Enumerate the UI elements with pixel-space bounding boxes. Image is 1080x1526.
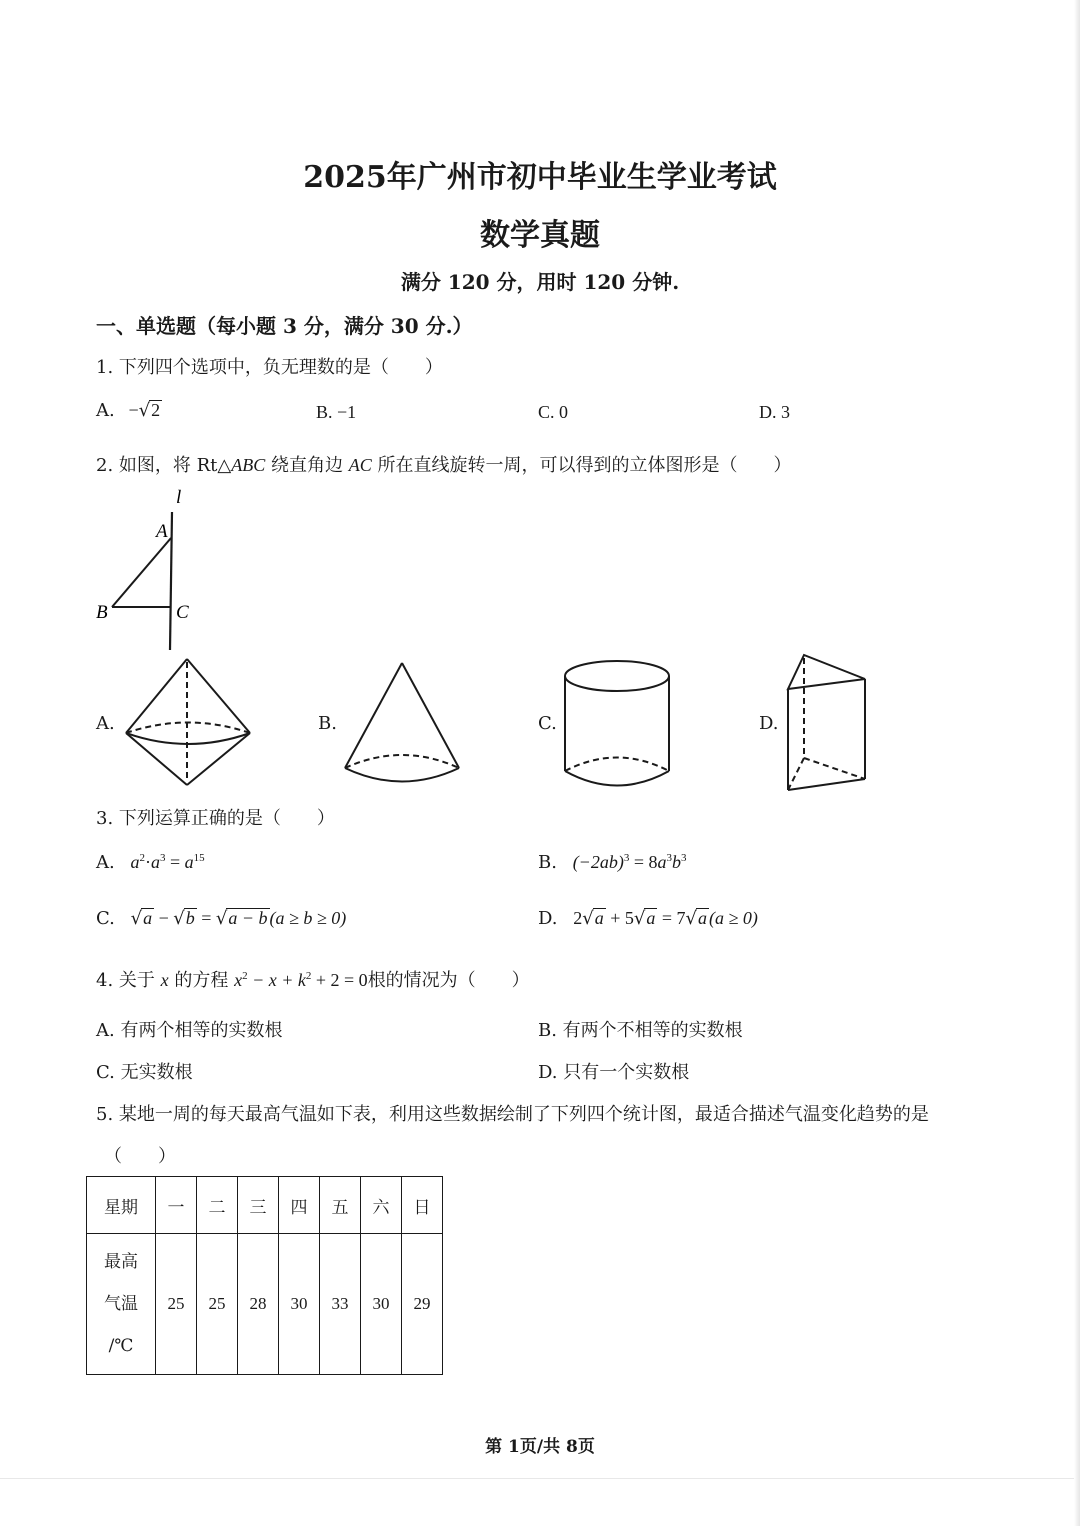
q4-eq-x: x (234, 970, 243, 990)
question-3-stem: 3. 下列运算正确的是（ ） (96, 808, 335, 829)
q1-option-a-sign: − (128, 400, 139, 420)
label-c: C (176, 602, 189, 623)
q3a-base: a (150, 852, 160, 872)
row-label-line: 最高 (104, 1252, 138, 1272)
q4-option-a: A. 有两个相等的实数根 (96, 1020, 283, 1041)
temperature-table (86, 1176, 443, 1375)
prism-shape (788, 655, 865, 790)
temp-cell: 33 (320, 1234, 361, 1375)
section-heading: 一、单选题（每小题 3 分，满分 30 分.） (96, 314, 473, 338)
temp-cell: 30 (361, 1234, 402, 1375)
q3d-eq: = 7 (657, 908, 686, 928)
q4-option-d: D. 只有一个实数根 (538, 1062, 690, 1083)
table-row (87, 1234, 443, 1375)
temp-cell: 25 (197, 1234, 238, 1375)
label-a: A (156, 521, 168, 542)
q3a-exp: 2 (139, 852, 145, 864)
label-b: B (96, 602, 108, 623)
q3d-plus: + 5 (605, 908, 634, 928)
q3-option-a (96, 852, 205, 873)
temp-cell: 30 (279, 1234, 320, 1375)
q3a-base: a (130, 852, 140, 872)
temp-cell: 25 (156, 1234, 197, 1375)
q2-option-a-label: A. (96, 713, 115, 734)
question-4-stem (96, 966, 530, 992)
page-bottom-divider (0, 1478, 1080, 1479)
question-5-stem: 5. 某地一周的每天最高气温如下表，利用这些数据绘制了下列四个统计图，最适合描述气温变化趋势的是 (96, 1104, 929, 1125)
q3b-lhs: (−2ab) (572, 852, 624, 872)
q3d-radicand: a (594, 908, 604, 928)
q1-option-b: B. −1 (316, 402, 357, 422)
day-cell: 二 (197, 1177, 238, 1234)
question-5-paren: （ ） (104, 1146, 176, 1167)
q1-option-c: C. 0 (538, 402, 569, 422)
q3b-base: a (657, 852, 667, 872)
q4-stem-part: 根的情况为（ ） (367, 970, 530, 991)
day-cell: 三 (238, 1177, 279, 1234)
q3-option-c-label: C. (96, 908, 115, 929)
q4-option-b: B. 有两个不相等的实数根 (538, 1020, 743, 1041)
q1-option-a-label: A. (96, 400, 115, 421)
q2-stem-part: 2. 如图，将 Rt△ (96, 455, 232, 476)
q3d-coef: 2 (573, 908, 583, 928)
q3-option-b (538, 852, 686, 873)
temp-cell: 29 (402, 1234, 443, 1375)
q3c-condition: (a ≥ b ≥ 0) (269, 908, 347, 928)
q3d-condition: (a ≥ 0) (709, 908, 758, 928)
q4-eq-exp: 2 (242, 970, 248, 982)
q3a-base: a (184, 852, 194, 872)
q3d-radicand: a (698, 908, 708, 928)
exam-title: 2025年广州市初中毕业生学业考试 (303, 160, 777, 195)
temp-cell: 28 (238, 1234, 279, 1375)
table-row (87, 1177, 443, 1234)
q2-stem-ac: AC (348, 455, 372, 475)
q1-option-a-radicand: 2 (151, 400, 161, 420)
day-cell: 一 (156, 1177, 197, 1234)
cylinder-shape (565, 661, 669, 786)
q3a-dot: · (144, 852, 151, 872)
q3d-radicand: a (646, 908, 656, 928)
q4-var: x (160, 970, 169, 990)
day-cell: 日 (402, 1177, 443, 1234)
q4-stem-part: 的方程 (168, 970, 235, 991)
q2-option-b-label: B. (318, 713, 337, 734)
row-label-line: /℃ (108, 1336, 134, 1356)
q4-eq-exp: 2 (305, 970, 312, 982)
q3c-radicand: b (185, 908, 195, 928)
q3-option-d: D. 2√a + 5√a = 7√a (a ≥ 0) (538, 908, 758, 929)
q3-option-a-label: A. (96, 852, 115, 873)
q3b-base: b (671, 852, 681, 872)
label-l: l (176, 487, 182, 508)
q2-stem-part: 绕直角边 (265, 455, 349, 476)
q4-eq-end: + 2 = 0 (311, 970, 368, 990)
q3c-minus: − (154, 908, 174, 928)
cone-shape (345, 663, 459, 782)
question-1-stem: 1. 下列四个选项中，负无理数的是（ ） (96, 357, 443, 378)
page-footer: 第 1页/共 8页 (485, 1437, 595, 1457)
q3b-exp: 3 (680, 852, 687, 864)
q2-option-c-label: C. (538, 713, 557, 734)
q3b-exp: 3 (666, 852, 672, 864)
exam-note: 满分 120 分，用时 120 分钟. (400, 270, 680, 294)
q3b-eq: = 8 (629, 852, 658, 872)
q1-option-a: A. −√2 (96, 400, 161, 421)
q3c-eq: = (196, 908, 216, 928)
day-cell: 六 (361, 1177, 402, 1234)
day-cell: 五 (320, 1177, 361, 1234)
row-label-cell (87, 1234, 156, 1375)
q3a-eq: = (165, 852, 185, 872)
q3-option-c: C. √a − √b = √a − b (a ≥ b ≥ 0) (96, 908, 347, 929)
q3-option-d-label: D. (538, 908, 558, 929)
q4-option-c: C. 无实数根 (96, 1062, 193, 1083)
q3c-radicand: a − b (228, 908, 268, 928)
q4-eq-k: k (297, 970, 306, 990)
exam-subtitle: 数学真题 (480, 218, 600, 253)
q3a-exp: 3 (159, 852, 166, 864)
page-edge-shadow (1074, 0, 1080, 1526)
q2-stem-abc: ABC (231, 455, 266, 475)
row-label-line: 气温 (104, 1294, 138, 1314)
double-cone-shape (126, 659, 250, 785)
table-header-cell: 星期 (87, 1177, 156, 1234)
q2-stem-part: 所在直线旋转一周，可以得到的立体图形是（ ） (371, 455, 792, 476)
day-cell: 四 (279, 1177, 320, 1234)
q1-option-d: D. 3 (759, 402, 790, 422)
q4-stem-part: 4. 关于 (96, 970, 161, 991)
q3-option-b-label: B. (538, 852, 557, 873)
q4-eq-mid: − x + (247, 970, 298, 990)
q3b-exp: 3 (623, 852, 630, 864)
q2-option-d-label: D. (759, 713, 779, 734)
q3a-exp: 15 (193, 852, 205, 864)
q3c-radicand: a (143, 908, 153, 928)
